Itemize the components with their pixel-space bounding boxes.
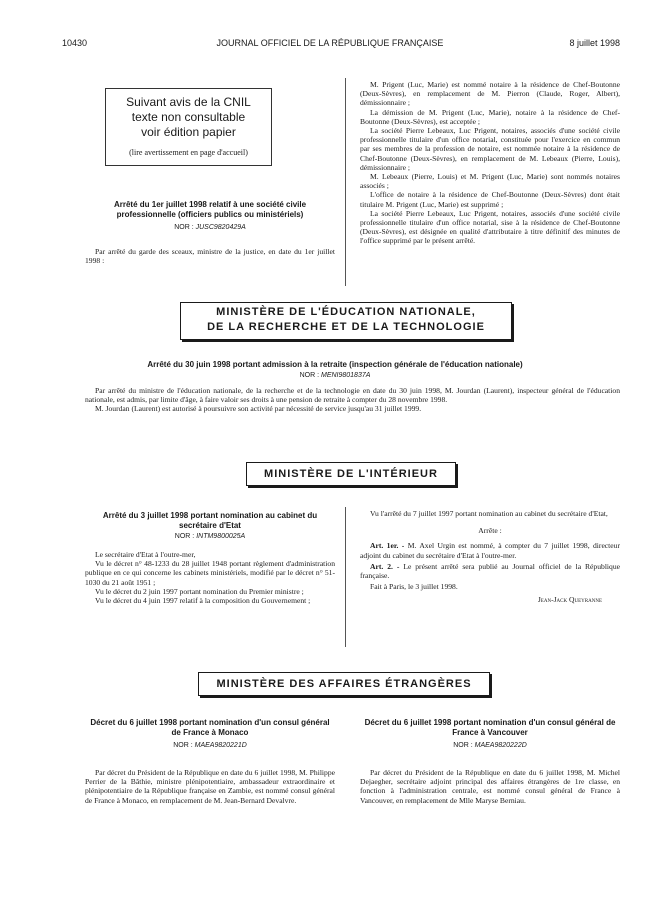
- fait-line: Fait à Paris, le 3 juillet 1998.: [370, 582, 458, 592]
- interieur-nor: [85, 533, 335, 540]
- paragraph: La société Pierre Lebeaux, Luc Prigent, notaires, associés d'une société civile professionnelle titulaire d'un office notarial, sise à la résidence de Chef-Boutonne (Deux-Sèvres), est désignée en qualité d'attributaire à titre définitif des minutes de l'office supprimé par le présent arrêté.: [360, 208, 620, 246]
- vancouver-nor: [360, 742, 620, 749]
- education-title: Arrêté du 30 juin 1998 portant admission à la retraite (inspection générale de l'éducation nationale): [147, 360, 523, 369]
- paragraph: M. Lebeaux (Pierre, Louis) et M. Prigent (Luc, Marie) sont nommés notaires associés ;: [360, 172, 620, 191]
- paragraph: Par décret du Président de la République en date du 6 juillet 1998, M. Philippe Perrier de la Bâthie, ministre plénipotentiaire, ambassadeur extraordinaire et plénipotentiaire de la République française en Zambie, est nommé consul général de France à Monaco, en remplacement de M. Jean-Bernard Devalvre.: [85, 768, 335, 805]
- nor-code: INTM9800025A: [196, 533, 246, 540]
- interieur-left-column: [85, 550, 335, 605]
- article-text: Le présent arrêté sera publié au Journal officiel de la République française.: [360, 561, 620, 581]
- paragraph: Par décret du Président de la République en date du 6 juillet 1998, M. Michel Dejaegher, secrétaire adjoint principal des affaires étrangères de 1re classe, en fonction à l'administration centrale, est nommé consul général de France à Vancouver, en remplacement de Mlle Maryse Berniau.: [360, 768, 620, 805]
- article-label: Art. 2. -: [370, 561, 400, 571]
- journal-title: JOURNAL OFFICIEL DE LA RÉPUBLIQUE FRANÇAISE: [216, 38, 444, 48]
- education-ministry-heading: [180, 302, 512, 340]
- paragraph: Le secrétaire d'Etat à l'outre-mer,: [95, 550, 196, 559]
- paragraph: L'office de notaire à la résidence de Chef-Boutonne (Deux-Sèvres) dont était titulaire M. Prigent (Luc, Marie) est supprimé ;: [360, 190, 620, 209]
- issue-date: 8 juillet 1998: [569, 38, 620, 48]
- paragraph: Par arrêté du garde des sceaux, ministre de la justice, en date du 1er juillet 1998 :: [85, 247, 335, 266]
- cnil-notice-box: [105, 88, 272, 166]
- education-text: [85, 386, 620, 414]
- justice-title: Arrêté du 1er juillet 1998 relatif à une société civile professionnelle (officiers publics ou ministériels): [113, 200, 307, 219]
- nor-code: JUSC9820429A: [195, 224, 246, 231]
- cnil-line-2: texte non consultable: [131, 110, 246, 124]
- column-divider: [345, 507, 346, 647]
- vancouver-title: Décret du 6 juillet 1998 portant nomination d'un consul général de France à Vancouver: [364, 718, 616, 737]
- nor-code: MAEA9820222D: [474, 742, 527, 749]
- justice-para: [85, 247, 335, 265]
- paragraph: Vu le décret du 2 juin 1997 portant nomination du Premier ministre ;: [95, 586, 304, 596]
- nor-label: NOR :: [174, 224, 194, 231]
- paragraph: Vu le décret du 4 juin 1997 relatif à la composition du Gouvernement ;: [95, 596, 311, 606]
- nor-code: MENI9801837A: [320, 372, 371, 379]
- cnil-line-1: Suivant avis de la CNIL: [126, 95, 251, 109]
- article-text: M. Axel Urgin est nommé, à compter du 7 juillet 1998, directeur adjoint du cabinet du secrétaire d'Etat à l'outre-mer.: [360, 541, 620, 560]
- paragraph: M. Jourdan (Laurent) est autorisé à poursuivre son activité par nécessité de service jusqu'au 31 juillet 1999.: [95, 404, 422, 414]
- monaco-title: Décret du 6 juillet 1998 portant nomination d'un consul général de France à Monaco: [90, 718, 330, 737]
- affaires-ministry-heading: MINISTÈRE DES AFFAIRES ÉTRANGÈRES: [198, 672, 490, 696]
- cnil-note: (lire avertissement en page d'accueil): [129, 148, 248, 157]
- vancouver-text: [360, 768, 620, 805]
- nor-label: NOR :: [173, 742, 193, 749]
- interieur-title: Arrêté du 3 juillet 1998 portant nomination au cabinet du secrétaire d'Etat: [102, 511, 318, 530]
- nor-label: NOR :: [453, 742, 473, 749]
- paragraph: Vu le décret n° 48-1233 du 28 juillet 1948 portant règlement d'administration publique en ce qui concerne les cabinets ministériels, modifié par le décret n° 51-1030 du 21 août 1951 ;: [85, 559, 335, 587]
- monaco-text: [85, 768, 335, 805]
- justice-nor: [85, 224, 335, 231]
- interieur-right-column: [360, 509, 620, 605]
- heading-line-2: DE LA RECHERCHE ET DE LA TECHNOLOGIE: [207, 321, 485, 333]
- nor-code: MAEA9820221D: [194, 742, 247, 749]
- paragraph: Vu l'arrêté du 7 juillet 1997 portant nomination au cabinet du secrétaire d'Etat,: [370, 509, 608, 518]
- article-label: Art. 1er. -: [370, 541, 405, 551]
- education-nor: [70, 372, 600, 379]
- heading-line-1: MINISTÈRE DE L'ÉDUCATION NATIONALE,: [216, 306, 476, 318]
- arrete-label: Arrête :: [478, 526, 502, 536]
- cnil-line-3: voir édition papier: [141, 125, 236, 139]
- justice-right-column: [360, 80, 620, 246]
- paragraph: La société Pierre Lebeaux, Luc Prigent, notaires, associés d'une société civile professionnelle titulaire d'un office notarial, constituée pour l'exercice en commun par ses membres de la profession de notaire, est nommée notaire à la résidence de Chef-Boutonne (Deux-Sèvres), en remplacement de M. Lebeaux (Pierre, Louis), démissionnaire ;: [360, 126, 620, 172]
- column-divider: [345, 78, 346, 286]
- interieur-ministry-heading: MINISTÈRE DE L'INTÉRIEUR: [246, 462, 456, 486]
- signature: Jean-Jack Queyranne: [537, 595, 602, 605]
- paragraph: Par arrêté du ministre de l'éducation nationale, de la recherche et de la technologie en date du 30 juin 1998, M. Jourdan (Laurent), inspecteur général de l'éducation nationale, est admis, par limite d'âge, à faire valoir ses droits à une pension de retraite à compter du 28 novembre 1998.: [85, 386, 620, 405]
- page-number: 10430: [62, 38, 88, 48]
- nor-label: NOR :: [299, 372, 320, 379]
- paragraph: M. Prigent (Luc, Marie) est nommé notaire à la résidence de Chef-Boutonne (Deux-Sèvres), en remplacement de M. Pierron (Claude, Roger, Albert), démissionnaire ;: [360, 80, 620, 108]
- monaco-nor: [85, 742, 335, 749]
- paragraph: La démission de M. Prigent (Luc, Marie), notaire à la résidence de Chef-Boutonne (Deux-Sèvres), est acceptée ;: [360, 107, 620, 126]
- article-1: [360, 541, 620, 559]
- nor-label: NOR :: [174, 533, 195, 540]
- article-2: [360, 562, 620, 580]
